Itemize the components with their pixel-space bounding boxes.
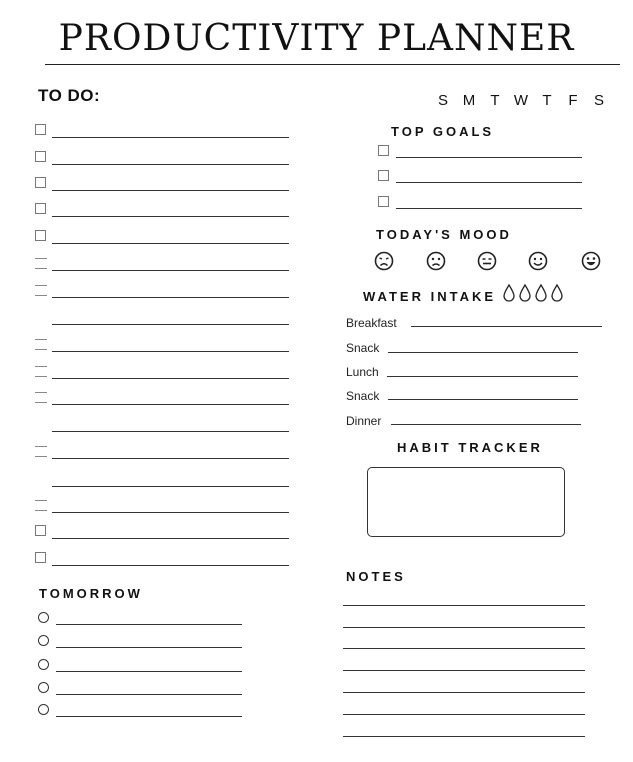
todo-line[interactable] [52,565,289,566]
todo-heading: TO DO: [38,86,101,105]
smile-icon[interactable] [528,251,548,271]
todo-line[interactable] [52,458,289,459]
meal-label-snack: Snack [346,341,380,355]
meal-line-snack[interactable] [388,399,578,400]
todo-marker [35,500,47,501]
notes-line[interactable] [343,692,585,693]
neutral-icon[interactable] [477,251,497,271]
todo-line[interactable] [52,243,289,244]
todo-marker [35,456,47,457]
todo-line[interactable] [52,297,289,298]
todo-line[interactable] [52,137,289,138]
goal-checkbox[interactable] [378,196,389,207]
day-monday[interactable]: M [462,92,476,109]
todo-line[interactable] [52,164,289,165]
water-drop-icon[interactable] [519,284,531,302]
todo-checkbox[interactable] [35,177,46,188]
notes-line[interactable] [343,670,585,671]
tomorrow-radio[interactable] [38,659,49,670]
todo-checkbox[interactable] [35,151,46,162]
tomorrow-line[interactable] [56,694,242,695]
meal-label-breakfast: Breakfast [346,316,397,330]
todo-line[interactable] [52,512,289,513]
tomorrow-line[interactable] [56,671,242,672]
todo-marker [35,510,47,511]
tomorrow-radio[interactable] [38,682,49,693]
meal-label-dinner: Dinner [346,414,382,428]
todo-checkbox[interactable] [35,124,46,135]
goal-line[interactable] [396,208,582,209]
day-tuesday[interactable]: T [490,92,500,109]
tomorrow-heading: TOMORROW [39,586,143,601]
title-underline [45,64,620,65]
todo-checkbox[interactable] [35,525,46,536]
tomorrow-line[interactable] [56,624,242,625]
todo-line[interactable] [52,351,289,352]
todo-checkbox[interactable] [35,552,46,563]
todo-line[interactable] [52,216,289,217]
top-goals-heading: TOP GOALS [391,124,495,139]
water-drop-icon[interactable] [535,284,547,302]
goal-checkbox[interactable] [378,170,389,181]
water-intake-heading: WATER INTAKE [363,289,497,304]
notes-line[interactable] [343,736,585,737]
todo-marker [35,268,47,269]
todo-marker [35,376,47,377]
todo-marker [35,392,47,393]
notes-line[interactable] [343,627,585,628]
tomorrow-radio[interactable] [38,635,49,646]
mood-heading: TODAY'S MOOD [376,227,512,242]
meal-line-breakfast[interactable] [411,326,602,327]
habit-tracker-heading: HABIT TRACKER [397,440,543,455]
day-thursday[interactable]: T [542,92,552,109]
goal-line[interactable] [396,157,582,158]
page-title: PRODUCTIVITY PLANNER [58,18,575,59]
todo-line[interactable] [52,378,289,379]
notes-line[interactable] [343,605,585,606]
todo-line[interactable] [52,190,289,191]
todo-marker [35,446,47,447]
tomorrow-radio[interactable] [38,704,49,715]
todo-marker [35,295,47,296]
todo-checkbox[interactable] [35,230,46,241]
day-friday[interactable]: F [568,92,578,109]
meal-line-lunch[interactable] [387,376,578,377]
todo-line[interactable] [52,431,289,432]
day-saturday[interactable]: S [593,92,604,109]
grin-icon[interactable] [581,251,601,271]
notes-heading: NOTES [346,569,406,584]
meal-line-dinner[interactable] [391,424,581,425]
todo-line[interactable] [52,270,289,271]
tomorrow-radio[interactable] [38,612,49,623]
meal-label-snack: Snack [346,389,380,403]
weekday-selector [430,92,612,109]
habit-tracker-box[interactable] [367,467,565,537]
meal-label-lunch: Lunch [346,365,379,379]
sad-icon[interactable] [426,251,446,271]
tomorrow-line[interactable] [56,716,242,717]
todo-marker [35,339,47,340]
day-sunday[interactable]: S [437,92,448,109]
todo-marker [35,402,47,403]
todo-line[interactable] [52,324,289,325]
frown-icon[interactable] [374,251,394,271]
todo-line[interactable] [52,486,289,487]
todo-marker [35,366,47,367]
day-wednesday[interactable]: W [513,92,529,109]
water-drop-icon[interactable] [551,284,563,302]
goal-line[interactable] [396,182,582,183]
notes-line[interactable] [343,714,585,715]
todo-line[interactable] [52,538,289,539]
water-drop-icon[interactable] [503,284,515,302]
tomorrow-line[interactable] [56,647,242,648]
todo-marker [35,349,47,350]
meal-line-snack[interactable] [388,352,578,353]
notes-line[interactable] [343,648,585,649]
todo-line[interactable] [52,404,289,405]
todo-marker [35,285,47,286]
goal-checkbox[interactable] [378,145,389,156]
todo-marker [35,258,47,259]
todo-checkbox[interactable] [35,203,46,214]
